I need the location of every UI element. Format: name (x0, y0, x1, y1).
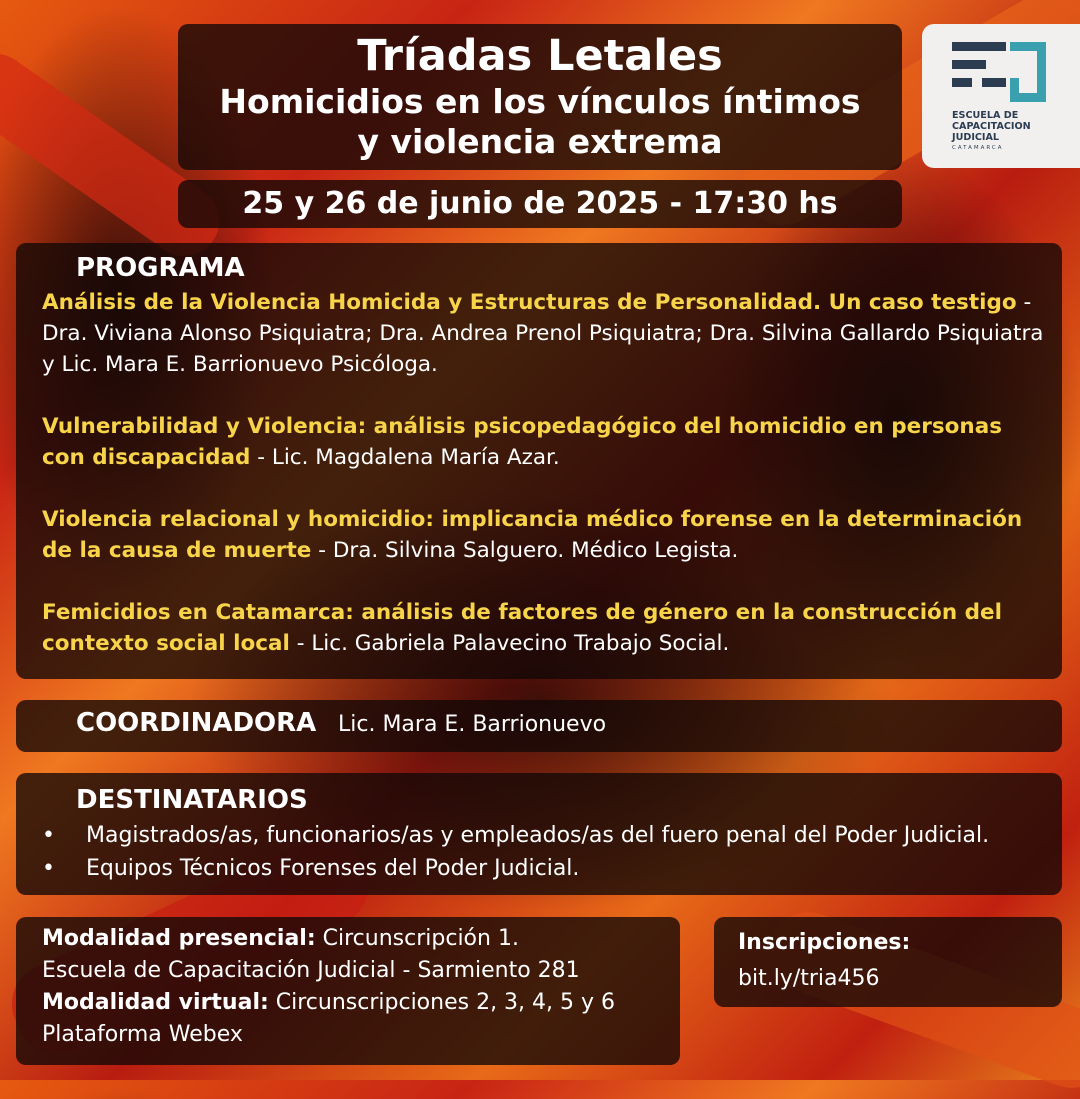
programa-section (16, 243, 1062, 679)
presencial-label: Modalidad presencial: (42, 926, 316, 951)
modalidad-text (42, 923, 615, 1051)
school-logo (922, 24, 1080, 168)
logo-wordmark: ESCUELA DE CAPACITACION JUDICIAL CATAMARCA (952, 110, 1031, 151)
talk-speakers: - Lic. Gabriela Palavecino Trabajo Social. (289, 631, 730, 656)
destinatarios-heading: DESTINATARIOS (76, 785, 308, 815)
title-panel (178, 24, 902, 170)
programa-item (42, 287, 1052, 380)
talk-title: Análisis de la Violencia Homicida y Estructuras de Personalidad. Un caso testigo (42, 290, 1017, 315)
talk-title: Violencia relacional y homicidio: implicancia médico forense en la determinación de la causa de muerte (42, 507, 1023, 563)
talk-title: Femicidios en Catamarca: análisis de factores de género en la construcción del contexto social local (42, 600, 1002, 656)
event-subtitle-line1: Homicidios en los vínculos íntimos (219, 82, 861, 121)
talk-speakers: - Lic. Magdalena María Azar. (250, 445, 560, 470)
destinatarios-list (64, 819, 989, 885)
virtual-label: Modalidad virtual: (42, 990, 269, 1015)
destinatarios-section (16, 773, 1062, 895)
event-subtitle-line2: y violencia extrema (357, 122, 723, 161)
programa-list (42, 287, 1052, 690)
talk-title: Vulnerabilidad y Violencia: análisis psicopedagógico del homicidio en personas con discapacidad (42, 414, 1002, 470)
modalidad-section (16, 917, 680, 1065)
presencial-value: Circunscripción 1. (315, 926, 519, 951)
virtual-value: Circunscripciones 2, 3, 4, 5 y 6 (268, 990, 616, 1015)
programa-item (42, 504, 1052, 566)
event-title: Tríadas Letales (357, 31, 723, 81)
coordinadora-name: Lic. Mara E. Barrionuevo (338, 712, 607, 737)
programa-item (42, 411, 1052, 473)
programa-item (42, 597, 1052, 659)
ecj-logo-icon (952, 42, 1052, 106)
inscripciones-label: Inscripciones: (738, 930, 911, 955)
list-item: • Equipos Técnicos Forenses del Poder Judicial. (64, 852, 989, 885)
presencial-address: Escuela de Capacitación Judicial - Sarmiento 281 (42, 958, 580, 983)
coordinadora-heading: COORDINADORA (76, 708, 317, 738)
inscripciones-section (714, 917, 1062, 1007)
programa-heading: PROGRAMA (76, 253, 245, 283)
talk-speakers: - Dra. Silvina Salguero. Médico Legista. (311, 538, 739, 563)
virtual-platform: Plataforma Webex (42, 1022, 243, 1047)
list-item: • Magistrados/as, funcionarios/as y empleados/as del fuero penal del Poder Judicial. (64, 819, 989, 852)
coordinadora-section (16, 700, 1062, 752)
event-date: 25 y 26 de junio de 2025 - 17:30 hs (178, 180, 902, 228)
inscripciones-link[interactable]: bit.ly/tria456 (738, 966, 880, 991)
talk-speakers: - Dra. Viviana Alonso Psiquiatra; Dra. Andrea Prenol Psiquiatra; Dra. Silvina Gallardo Psiquiatra y Lic. Mara E. Barrionuevo Psicóloga. (42, 290, 1044, 377)
